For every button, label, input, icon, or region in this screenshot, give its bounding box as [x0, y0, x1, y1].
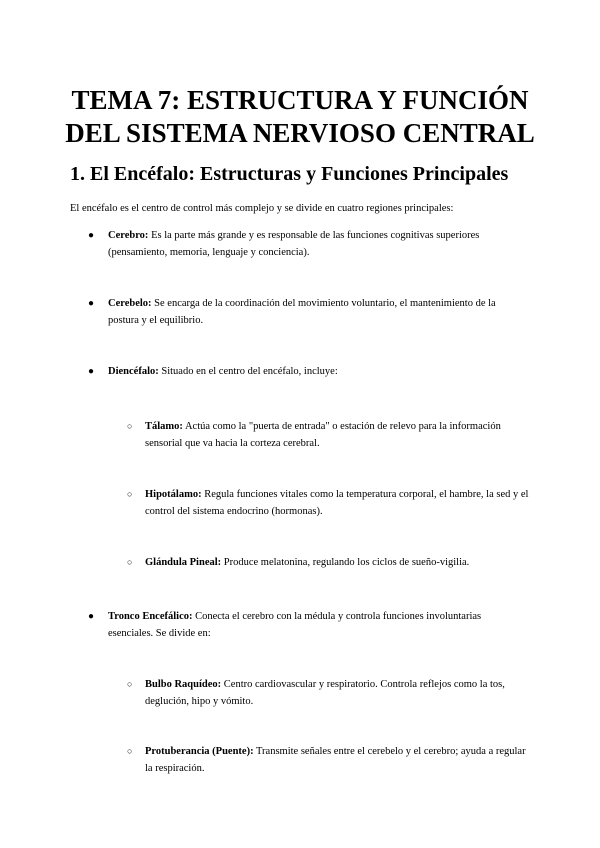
- list-item-hipotalamo: [145, 486, 530, 520]
- item-term: Tronco Encefálico:: [108, 611, 193, 622]
- intro-paragraph: El encéfalo es el centro de control más complejo y se divide en cuatro regiones principales:: [70, 203, 454, 214]
- bullet-hollow-icon: ○: [127, 421, 133, 431]
- list-item-diencefalo: [108, 363, 528, 380]
- section-heading: 1. El Encéfalo: Estructuras y Funciones Principales: [70, 163, 509, 185]
- list-item-talamo: [145, 418, 530, 452]
- title-line-2: DEL SISTEMA NERVIOSO CENTRAL: [65, 118, 535, 148]
- document-title: [40, 84, 560, 150]
- list-item-cerebelo: [108, 295, 528, 329]
- item-term: Hipotálamo:: [145, 489, 202, 500]
- bullet-icon: ●: [88, 230, 95, 241]
- list-item-protuberancia: [145, 743, 530, 777]
- list-item-bulbo-raquideo: [145, 676, 530, 710]
- item-term: Protuberancia (Puente):: [145, 746, 254, 757]
- item-text: Conecta el cerebro con la médula y controla funciones involuntarias esenciales. Se divide en:: [108, 611, 482, 639]
- item-text: Es la parte más grande y es responsable de las funciones cognitivas superiores (pensamiento, memoria, lenguaje y conciencia).: [108, 230, 480, 258]
- list-item-glandula-pineal: [145, 554, 530, 571]
- item-text: Produce melatonina, regulando los ciclos de sueño-vigilia.: [221, 557, 470, 568]
- item-term: Cerebro:: [108, 230, 149, 241]
- list-item-tronco-encefalico: [108, 608, 528, 642]
- bullet-hollow-icon: ○: [127, 489, 133, 499]
- item-term: Diencéfalo:: [108, 366, 159, 377]
- item-term: Cerebelo:: [108, 298, 152, 309]
- item-text: Situado en el centro del encéfalo, incluye:: [158, 366, 338, 377]
- bullet-hollow-icon: ○: [127, 557, 133, 567]
- item-text: Actúa como la "puerta de entrada" o estación de relevo para la información sensorial que va hacia la corteza cerebral.: [145, 421, 501, 449]
- item-text: Regula funciones vitales como la temperatura corporal, el hambre, la sed y el control del sistema endocrino (hormonas).: [145, 489, 529, 517]
- item-text: Se encarga de la coordinación del movimiento voluntario, el mantenimiento de la postura y el equilibrio.: [108, 298, 496, 326]
- list-item-cerebro: [108, 227, 528, 261]
- bullet-icon: ●: [88, 298, 95, 309]
- item-term: Glándula Pineal:: [145, 557, 222, 568]
- bullet-icon: ●: [88, 611, 95, 622]
- item-term: Bulbo Raquídeo:: [145, 679, 222, 690]
- item-text: Transmite señales entre el cerebelo y el cerebro; ayuda a regular la respiración.: [145, 746, 526, 774]
- bullet-hollow-icon: ○: [127, 746, 133, 756]
- bullet-hollow-icon: ○: [127, 679, 133, 689]
- bullet-icon: ●: [88, 366, 95, 377]
- title-line-1: TEMA 7: ESTRUCTURA Y FUNCIÓN: [71, 85, 529, 115]
- item-text: Centro cardiovascular y respiratorio. Controla reflejos como la tos, deglución, hipo y vómito.: [145, 679, 505, 707]
- item-term: Tálamo:: [145, 421, 183, 432]
